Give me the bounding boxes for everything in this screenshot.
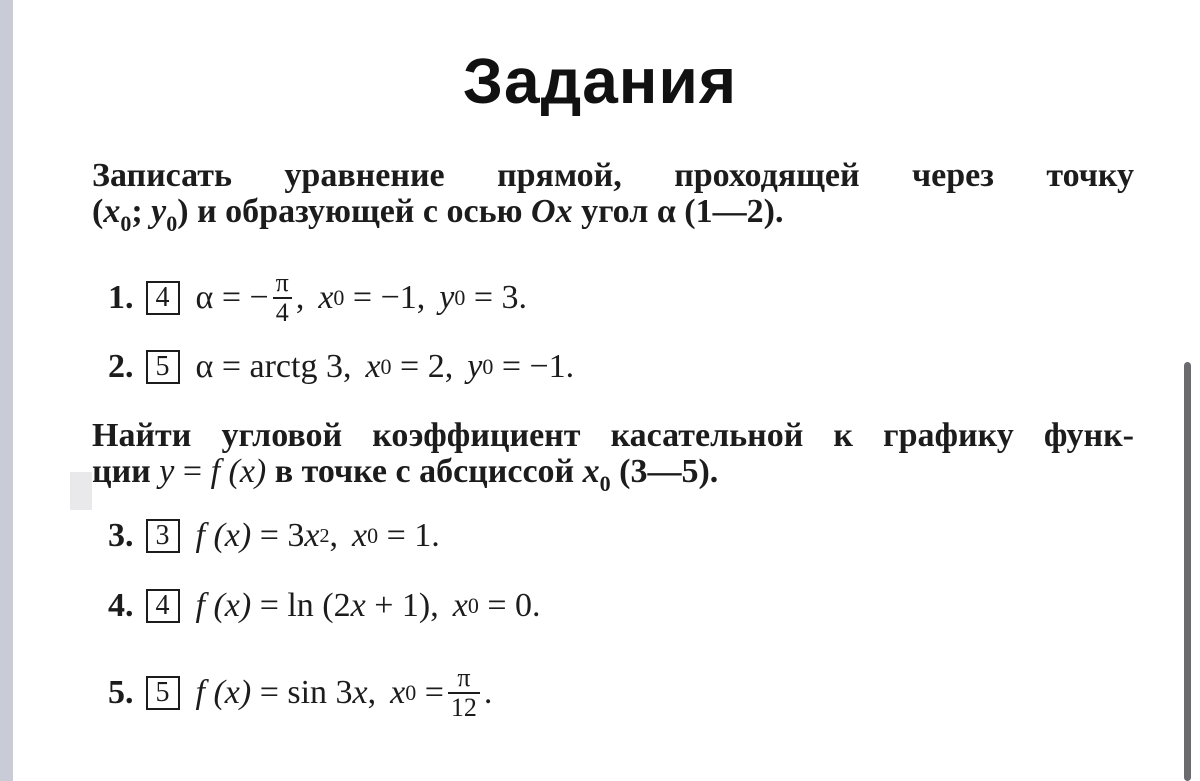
difficulty-badge: 5: [146, 350, 180, 384]
fraction-denominator: 4: [273, 297, 292, 327]
task-item-5: [108, 663, 492, 723]
task-item-2: [108, 337, 574, 397]
equals-sign: =: [424, 674, 444, 711]
task-number: 3.: [108, 517, 134, 554]
difficulty-badge: 5: [146, 676, 180, 710]
subscript: 0: [367, 523, 379, 548]
x-variable: x: [452, 587, 468, 624]
y-variable: y: [467, 348, 483, 385]
fraction-numerator: π: [275, 268, 289, 297]
intro1-line2: [92, 194, 1134, 242]
superscript: 2: [319, 524, 330, 547]
intro2-line1: [92, 418, 1134, 454]
function-notation: f (x): [210, 453, 267, 490]
function-notation: f (x): [195, 587, 252, 624]
subscript: 0: [120, 211, 132, 236]
fraction: [273, 269, 292, 327]
difficulty-badge: 3: [146, 519, 180, 553]
x-variable: x: [351, 517, 368, 554]
y-variable: y: [439, 279, 455, 316]
function-notation: f (x): [195, 674, 252, 711]
subscript: 0: [467, 593, 479, 618]
x-variable: x: [304, 517, 320, 554]
difficulty-badge: 4: [146, 281, 180, 315]
intro2-word: к: [833, 417, 854, 454]
task-item-3: [108, 506, 440, 566]
task-range: (1—2).: [684, 193, 784, 230]
intro2-word: функ-: [1043, 417, 1134, 454]
math-expression: ,: [329, 517, 338, 554]
math-expression: + 1),: [374, 587, 439, 624]
math-expression: ,: [367, 674, 377, 711]
intro2-word: Найти: [92, 417, 192, 454]
x-variable: x: [352, 674, 368, 711]
task-item-1: [108, 268, 527, 328]
difficulty-badge: 4: [146, 589, 180, 623]
math-expression: = 2,: [400, 348, 454, 385]
math-expression: = 3: [259, 517, 305, 554]
subscript: 0: [405, 680, 417, 705]
intro1-word: прямой,: [497, 157, 622, 194]
intro2-word: графику: [883, 417, 1014, 454]
x-variable: x: [582, 453, 600, 490]
math-expression: α = −: [195, 279, 269, 316]
intro1-text: ;: [131, 193, 143, 230]
task-number: 4.: [108, 587, 134, 624]
fraction: [448, 664, 480, 722]
math-expression: α = arctg 3,: [195, 348, 352, 385]
math-expression: = 3.: [473, 279, 528, 316]
subscript: 0: [454, 285, 466, 310]
intro1-text: угол α: [581, 193, 676, 230]
intro1-word: точку: [1046, 157, 1134, 194]
task-item-4: [108, 576, 541, 636]
math-expression: = ln (2: [259, 587, 351, 624]
intro1-word: уравнение: [284, 157, 445, 194]
fraction-numerator: π: [457, 663, 471, 692]
task-number: 1.: [108, 279, 134, 316]
math-expression: = −1.: [501, 348, 575, 385]
intro1-line1: [92, 158, 1134, 194]
subscript: 0: [166, 211, 178, 236]
fraction-denominator: 12: [448, 692, 480, 722]
intro2-text: в точке с абсциссой: [274, 453, 575, 490]
intro-paragraph-1: [92, 158, 1134, 242]
math-expression: = sin 3: [259, 674, 353, 711]
intro2-line2: [92, 454, 1134, 502]
intro1-word: Записать: [92, 157, 232, 194]
intro2-word: угловой: [221, 417, 343, 454]
math-expression: = 0.: [487, 587, 541, 624]
intro2-word: коэффициент: [372, 417, 581, 454]
math-expression: = −1,: [352, 279, 426, 316]
function-notation: f (x): [195, 517, 252, 554]
intro1-text: (: [92, 193, 104, 230]
math-expression: .: [483, 674, 493, 711]
math-expression: = 1.: [386, 517, 440, 554]
task-number: 2.: [108, 348, 134, 385]
y-variable: y: [159, 453, 175, 490]
y-variable: y: [151, 193, 167, 230]
subscript: 0: [482, 354, 494, 379]
intro2-word: касательной: [610, 417, 804, 454]
intro2-text: ции: [92, 453, 151, 490]
task-number: 5.: [108, 674, 134, 711]
axis-label: Ox: [531, 193, 573, 230]
scan-artifact: [70, 472, 92, 510]
intro1-text: ) и образующей с осью: [177, 193, 523, 230]
subscript: 0: [380, 354, 392, 379]
task-range: (3—5).: [619, 453, 719, 490]
intro1-word: через: [911, 157, 994, 194]
subscript: 0: [333, 285, 345, 310]
equals-sign: =: [182, 453, 203, 490]
page-title: Задания: [462, 45, 738, 117]
x-variable: x: [350, 587, 366, 624]
x-variable: x: [318, 279, 334, 316]
intro1-word: проходящей: [674, 157, 860, 194]
x-variable: x: [103, 193, 121, 230]
x-variable: x: [365, 348, 381, 385]
scrollbar-thumb[interactable]: [1184, 362, 1191, 781]
subscript: 0: [599, 471, 611, 496]
x-variable: x: [390, 674, 406, 711]
math-expression: ,: [295, 279, 305, 316]
intro-paragraph-2: [92, 418, 1134, 502]
